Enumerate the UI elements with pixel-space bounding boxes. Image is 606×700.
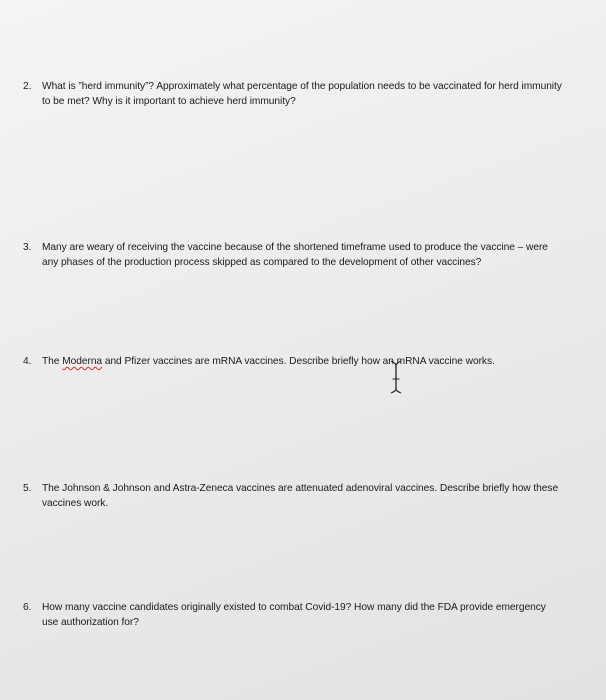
question-3 — [23, 240, 563, 270]
question-text[interactable]: What is ”herd immunity”? Approximately what percentage of the population needs to be vaccinated for herd immunity to be met? Why is it important to achieve herd immunity? — [42, 81, 562, 107]
spellcheck-flagged-word[interactable]: Moderna — [62, 356, 103, 367]
question-text-part: The — [42, 356, 63, 367]
question-text-part: and Pfizer vaccines are mRNA vaccines. Describe briefly how an mRNA vaccine works. — [102, 356, 495, 367]
question-number: 4. — [23, 356, 32, 367]
question-number: 6. — [23, 602, 32, 613]
question-6 — [23, 600, 563, 630]
question-number: 3. — [23, 242, 32, 253]
question-number: 2. — [23, 81, 32, 92]
question-5 — [23, 481, 563, 511]
question-number: 5. — [23, 483, 32, 494]
text-cursor-icon — [389, 360, 403, 394]
question-text[interactable]: The Johnson & Johnson and Astra-Zeneca vaccines are attenuated adenoviral vaccines. Describe briefly how these vaccines work. — [42, 483, 559, 509]
question-text[interactable]: Many are weary of receiving the vaccine because of the shortened timeframe used to produce the vaccine – were any phases of the production process skipped as compared to the development of other vaccines? — [42, 242, 548, 268]
question-text[interactable]: How many vaccine candidates originally existed to combat Covid-19? How many did the FDA provide emergency use authorization for? — [42, 602, 546, 628]
question-2 — [23, 79, 563, 109]
question-4 — [23, 354, 563, 369]
question-text[interactable] — [42, 354, 563, 369]
